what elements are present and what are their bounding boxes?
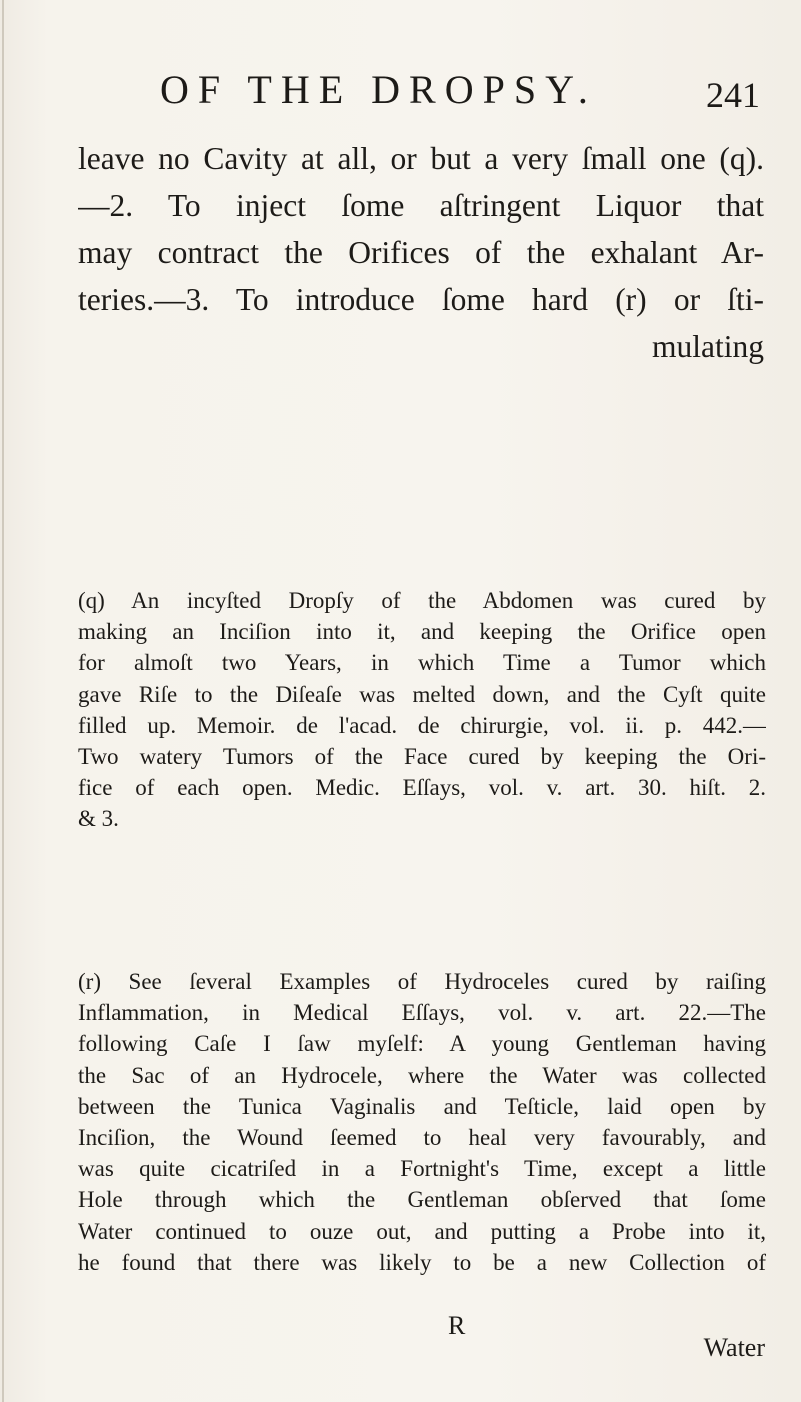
text-line: —2. To inject ſome aſtringent Liquor that: [78, 188, 764, 223]
footnote-line: Water continued to ouze out, and putting a Probe into it,: [78, 1218, 766, 1244]
footnote-line: filled up. Memoir. de l'acad. de chirurgie, vol. ii. p. 442.—: [78, 712, 766, 738]
catchword: Water: [703, 1333, 765, 1362]
running-title: OF THE DROPSY.: [160, 67, 597, 112]
text-line: teries.—3. To introduce ſome hard (r) or ſti-: [78, 282, 764, 317]
page-number: 241: [706, 75, 760, 115]
signature-mark: R: [448, 1311, 466, 1340]
footnote-r: [78, 966, 766, 1278]
footnote-line: Inciſion, the Wound ſeemed to heal very favourably, and: [78, 1125, 766, 1151]
footnote-line: between the Tunica Vaginalis and Teſticle, laid open by: [78, 1093, 766, 1119]
footnote-line: (q) An incyſted Dropſy of the Abdomen was cured by: [78, 588, 766, 613]
footnote-line: he found that there was likely to be a new Collection of: [78, 1249, 766, 1275]
footnote-line: fice of each open. Medic. Eſſays, vol. v. art. 30. hiſt. 2.: [78, 775, 766, 801]
page-header: [160, 66, 760, 126]
page-edge: [2, 0, 4, 1402]
footnote-line: the Sac of an Hydrocele, where the Water was collected: [78, 1062, 766, 1088]
text-line: mulating: [652, 329, 764, 364]
footnote-line: (r) See ſeveral Examples of Hydroceles cured by raiſing: [78, 969, 766, 994]
footnote-line: making an Inciſion into it, and keeping the Orifice open: [78, 619, 766, 645]
text-line: leave no Cavity at all, or but a very ſmall one (q).: [78, 141, 764, 176]
footnote-q: [78, 585, 766, 835]
text-line: may contract the Orifices of the exhalant Ar-: [78, 235, 764, 270]
footnote-line: was quite cicatriſed in a Fortnight's Time, except a little: [78, 1156, 766, 1182]
footnote-line: gave Riſe to the Diſeaſe was melted down, and the Cyſt quite: [78, 681, 766, 707]
footnote-line: following Caſe I ſaw myſelf: A young Gentleman having: [78, 1031, 766, 1057]
footnote-line: & 3.: [78, 806, 119, 832]
footnote-line: Two watery Tumors of the Face cured by keeping the Ori-: [78, 744, 766, 770]
footnote-line: for almoſt two Years, in which Time a Tumor which: [78, 650, 766, 676]
footnote-line: Hole through which the Gentleman obſerved that ſome: [78, 1187, 766, 1213]
main-text: [78, 135, 764, 370]
footnote-line: Inflammation, in Medical Eſſays, vol. v. art. 22.—The: [78, 1000, 766, 1026]
